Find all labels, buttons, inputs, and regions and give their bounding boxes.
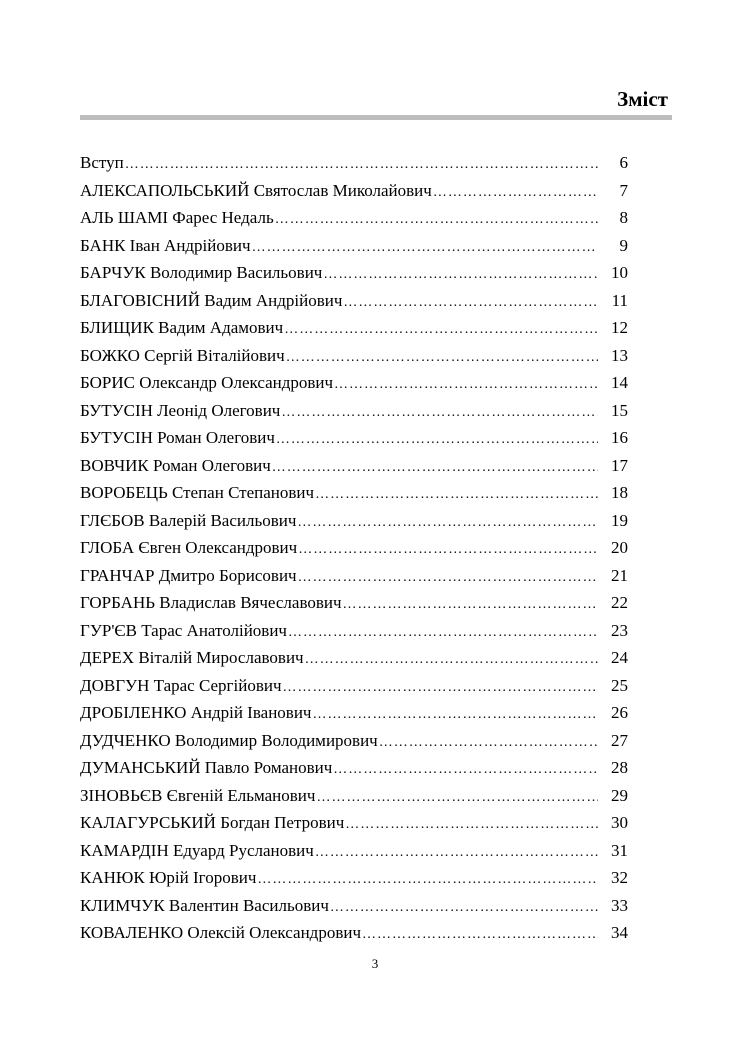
toc-dot-leader [316, 787, 598, 809]
toc-dot-leader [272, 457, 598, 479]
toc-entry-page: 16 [611, 428, 628, 447]
toc-dot-leader [343, 594, 598, 616]
toc-entry[interactable] [80, 290, 628, 318]
toc-entry-page: 22 [611, 593, 628, 612]
toc-entry-page: 7 [619, 180, 628, 200]
toc-entry-label: ГЛОБА Євген Олександрович [80, 538, 298, 557]
toc-entry-label: ДРОБІЛЕНКО Андрій Іванович [80, 703, 312, 722]
toc-entry-page: 8 [619, 208, 628, 227]
toc-entry-page: 23 [611, 620, 628, 640]
toc-entry[interactable] [80, 757, 628, 785]
toc-dot-leader [281, 402, 598, 424]
toc-entry-page: 18 [611, 483, 628, 502]
toc-entry-label: БУТУСІН Леонід Олегович [80, 400, 281, 420]
toc-dot-leader [288, 622, 598, 644]
toc-entry-label: ГОРБАНЬ Владислав Вячеславович [80, 593, 342, 612]
toc-dot-leader [315, 484, 598, 506]
toc-entry-page: 12 [611, 318, 628, 337]
toc-entry[interactable] [80, 510, 628, 538]
toc-dot-leader [252, 237, 598, 259]
toc-entry-label: ЗІНОВЬЄВ Євгеній Ельманович [80, 785, 316, 805]
toc-entry[interactable] [80, 812, 628, 840]
toc-dot-leader [298, 567, 598, 589]
toc-entry-label: БОРИС Олександр Олександрович [80, 373, 334, 392]
toc-entry-label: ВОРОБЕЦЬ Степан Степанович [80, 483, 315, 502]
toc-entry-page: 20 [611, 538, 628, 557]
toc-entry[interactable] [80, 427, 628, 455]
toc-entry[interactable] [80, 262, 628, 290]
toc-entry-page: 28 [611, 758, 628, 777]
toc-dot-leader [286, 347, 598, 369]
toc-dot-leader [283, 677, 598, 699]
toc-entry-page: 13 [611, 345, 628, 365]
toc-entry-label: КАНЮК Юрій Ігорович [80, 868, 257, 887]
title-underline [80, 115, 672, 120]
toc-entry-label: КАМАРДІН Едуард Русланович [80, 840, 314, 860]
toc-entry-page: 27 [611, 730, 628, 750]
toc-entry-label: АЛЕКСАПОЛЬСЬКИЙ Святослав Миколайович [80, 180, 432, 200]
toc-entry-page: 17 [611, 455, 628, 475]
toc-entry-page: 19 [611, 510, 628, 530]
toc-entry-label: БАНК Іван Андрійович [80, 235, 251, 255]
toc-entry-label: БЛИЩИК Вадим Адамович [80, 318, 284, 337]
toc-entry[interactable] [80, 152, 628, 180]
toc-entry[interactable] [80, 455, 628, 483]
toc-dot-leader [125, 154, 598, 176]
toc-entry-page: 29 [611, 785, 628, 805]
toc-entry[interactable] [80, 730, 628, 758]
toc-entry-page: 11 [611, 290, 628, 310]
toc-dot-leader [276, 429, 598, 451]
toc-entry-label: Вступ [80, 153, 124, 172]
toc-entry-label: ДУДЧЕНКО Володимир Володимирович [80, 730, 378, 750]
page-title: Зміст [617, 87, 668, 111]
toc-entry-page: 24 [611, 648, 628, 667]
toc-entry-label: КАЛАГУРСЬКИЙ Богдан Петрович [80, 813, 345, 832]
table-of-contents [80, 152, 628, 950]
toc-entry-page: 32 [611, 868, 628, 887]
toc-entry[interactable] [80, 867, 628, 895]
toc-entry-label: ДУМАНСЬКИЙ Павло Романович [80, 758, 333, 777]
toc-entry[interactable] [80, 482, 628, 510]
toc-entry[interactable] [80, 317, 628, 345]
toc-entry-label: ВОВЧИК Роман Олегович [80, 455, 271, 475]
toc-entry-page: 21 [611, 565, 628, 585]
toc-entry[interactable] [80, 565, 628, 593]
toc-entry-label: АЛЬ ШАМІ Фарес Недаль [80, 208, 274, 227]
toc-entry-label: КЛИМЧУК Валентин Васильович [80, 895, 329, 915]
toc-entry-page: 25 [611, 675, 628, 695]
toc-entry-label: ГУР'ЄВ Тарас Анатолійович [80, 620, 287, 640]
toc-dot-leader [334, 374, 598, 396]
toc-entry-page: 15 [611, 400, 628, 420]
toc-entry-label: ГЛЄБОВ Валерій Васильович [80, 510, 297, 530]
toc-entry-label: БУТУСІН Роман Олегович [80, 428, 275, 447]
toc-dot-leader [330, 897, 598, 919]
toc-dot-leader [305, 649, 598, 671]
toc-entry-label: БОЖКО Сергій Віталійович [80, 345, 285, 365]
toc-dot-leader [298, 539, 598, 561]
toc-dot-leader [333, 759, 598, 781]
toc-dot-leader [343, 292, 598, 314]
toc-entry-label: ДЕРЕХ Віталій Мирославович [80, 648, 304, 667]
toc-dot-leader [275, 209, 598, 231]
toc-entry[interactable] [80, 345, 628, 373]
toc-entry[interactable] [80, 840, 628, 868]
toc-entry-page: 26 [611, 703, 628, 722]
toc-entry-label: КОВАЛЕНКО Олексій Олександрович [80, 923, 361, 942]
toc-entry-label: БАРЧУК Володимир Васильович [80, 263, 323, 282]
toc-entry[interactable] [80, 400, 628, 428]
toc-entry[interactable] [80, 372, 628, 400]
toc-entry-label: ДОВГУН Тарас Сергійович [80, 675, 282, 695]
toc-dot-leader [433, 182, 598, 204]
toc-entry-label: БЛАГОВІСНИЙ Вадим Андрійович [80, 290, 343, 310]
toc-dot-leader [312, 704, 598, 726]
toc-entry-page: 30 [611, 813, 628, 832]
toc-dot-leader [323, 264, 598, 286]
toc-entry-page: 14 [611, 373, 628, 392]
toc-entry[interactable] [80, 620, 628, 648]
toc-dot-leader [362, 924, 598, 946]
toc-entry[interactable] [80, 702, 628, 730]
toc-dot-leader [315, 842, 598, 864]
toc-entry-page: 9 [619, 235, 628, 255]
toc-entry[interactable] [80, 235, 628, 263]
toc-entry[interactable] [80, 180, 628, 208]
toc-entry[interactable] [80, 895, 628, 923]
toc-dot-leader [284, 319, 598, 341]
toc-dot-leader [257, 869, 598, 891]
toc-entry-page: 6 [619, 153, 628, 172]
toc-entry[interactable] [80, 647, 628, 675]
toc-entry[interactable] [80, 537, 628, 565]
toc-entry-page: 33 [611, 895, 628, 915]
toc-entry[interactable] [80, 922, 628, 950]
toc-entry[interactable] [80, 785, 628, 813]
page-number: 3 [371, 956, 379, 971]
toc-entry-page: 34 [611, 923, 628, 942]
toc-entry[interactable] [80, 207, 628, 235]
toc-entry-page: 31 [611, 840, 628, 860]
toc-entry[interactable] [80, 675, 628, 703]
toc-dot-leader [379, 732, 598, 754]
toc-entry-page: 10 [611, 263, 628, 282]
toc-entry[interactable] [80, 592, 628, 620]
toc-dot-leader [297, 512, 598, 534]
toc-entry-label: ГРАНЧАР Дмитро Борисович [80, 565, 297, 585]
toc-dot-leader [345, 814, 598, 836]
